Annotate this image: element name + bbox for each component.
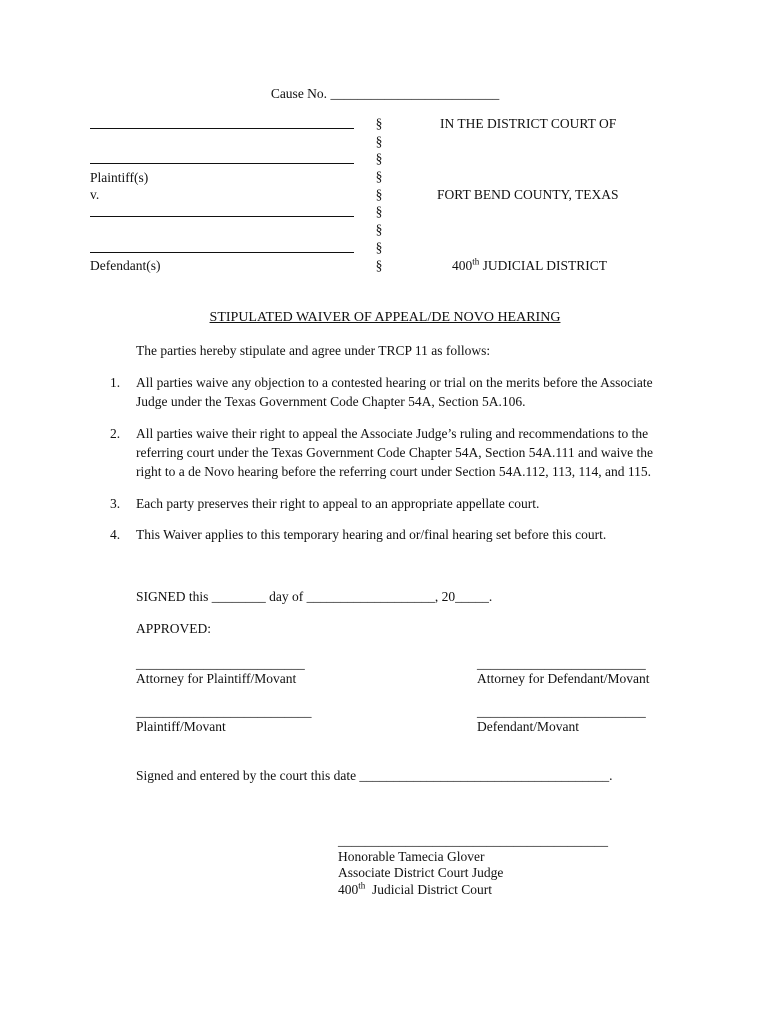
judge-court <box>338 882 492 898</box>
plaintiff-name-line-1 <box>90 128 354 129</box>
list-item-number: 2. <box>110 426 121 441</box>
judge-signature-line: ________________________________________ <box>338 833 608 848</box>
district-number: 400 <box>452 258 473 273</box>
defendant-movant-label: Defendant/Movant <box>477 719 579 734</box>
list-item-text <box>136 494 670 513</box>
section-symbol: § <box>375 240 383 255</box>
section-symbol: § <box>375 222 383 237</box>
list-item-line: referring court under the Texas Government Code Chapter 54A, Section 54A.111 and waive the <box>136 445 654 460</box>
versus-label: v. <box>90 187 100 202</box>
list-item-line: This Waiver applies to this temporary hearing and or/final hearing set before this court. <box>136 527 607 542</box>
district-ordinal-suffix: th <box>472 256 480 267</box>
section-symbol: § <box>375 258 383 273</box>
list-item-number: 4. <box>110 527 121 542</box>
list-item-number: 3. <box>110 496 121 511</box>
list-item-text <box>136 525 670 544</box>
court-county-line: FORT BEND COUNTY, TEXAS <box>437 187 619 202</box>
list-item-text <box>136 373 670 411</box>
plaintiff-signature-line: __________________________ <box>136 704 312 719</box>
cause-number-label: Cause No. <box>270 86 328 101</box>
defendant-label: Defendant(s) <box>90 258 161 273</box>
plaintiff-movant-label: Plaintiff/Movant <box>136 719 226 734</box>
section-symbol: § <box>375 151 383 166</box>
list-item-line: All parties waive any objection to a contested hearing or trial on the merits before the Associate <box>136 375 653 390</box>
attorney-defendant-label: Attorney for Defendant/Movant <box>477 671 650 686</box>
approved-label: APPROVED: <box>136 621 212 636</box>
list-item-line: Judge under the Texas Government Code Chapter 54A, Section 5A.106. <box>136 394 526 409</box>
section-symbol: § <box>375 187 383 202</box>
section-symbol: § <box>375 134 383 149</box>
judge-court-number: 400 <box>338 882 359 897</box>
defendant-signature-line: _________________________ <box>477 704 646 719</box>
judicial-district-line <box>452 258 607 274</box>
section-symbol: § <box>375 169 383 184</box>
judge-title: Associate District Court Judge <box>338 865 504 880</box>
defendant-name-line-2 <box>90 252 354 253</box>
plaintiff-label: Plaintiff(s) <box>90 170 149 185</box>
document-title: STIPULATED WAIVER OF APPEAL/DE NOVO HEARING <box>209 310 561 325</box>
list-item-text <box>136 424 670 481</box>
list-item-line: All parties waive their right to appeal the Associate Judge’s ruling and recommendations to the <box>136 426 649 441</box>
signed-date-line: SIGNED this ________ day of ___________________, 20_____. <box>136 589 493 604</box>
cause-number-line <box>0 86 770 102</box>
list-item-number: 1. <box>110 375 121 390</box>
attorney-plaintiff-label: Attorney for Plaintiff/Movant <box>136 671 297 686</box>
court-name-line-1: IN THE DISTRICT COURT OF <box>440 116 617 131</box>
court-entry-line: Signed and entered by the court this date _____________________________________. <box>136 768 613 783</box>
attorney-defendant-signature-line: _________________________ <box>477 656 646 671</box>
defendant-name-line-1 <box>90 216 354 217</box>
list-item-line: Each party preserves their right to appeal to an appropriate appellate court. <box>136 496 540 511</box>
intro-paragraph: The parties hereby stipulate and agree under TRCP 11 as follows: <box>136 343 491 358</box>
judge-court-text: Judicial District Court <box>365 882 492 897</box>
district-text: JUDICIAL DISTRICT <box>479 258 608 273</box>
attorney-plaintiff-signature-line: _________________________ <box>136 656 305 671</box>
list-item-line: right to a de Novo hearing before the referring court under Section 54A.112, 113, 114, and 115. <box>136 464 651 479</box>
section-symbol: § <box>375 204 383 219</box>
plaintiff-name-line-2 <box>90 163 354 164</box>
section-symbol: § <box>375 116 383 131</box>
cause-number-blank: _________________________ <box>330 86 500 101</box>
judge-name: Honorable Tamecia Glover <box>338 849 485 864</box>
judge-court-ordinal-suffix: th <box>358 880 366 891</box>
